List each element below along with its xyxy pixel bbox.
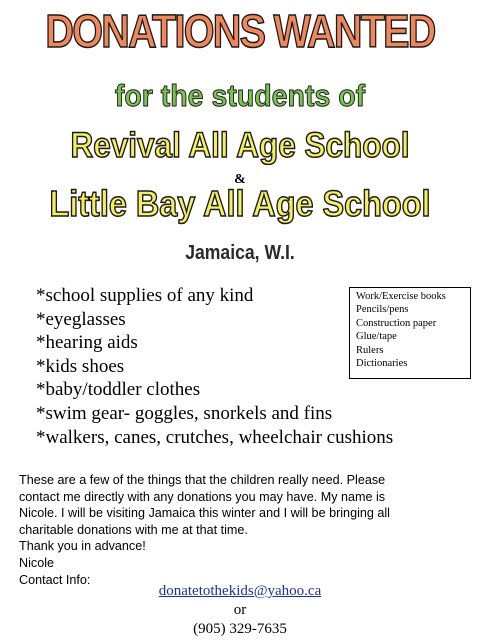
email-link[interactable]: donatetothekids@yahoo.ca (158, 583, 322, 599)
list-item: *walkers, canes, crutches, wheelchair cushions (36, 426, 394, 448)
list-item: Pencils/pens (356, 304, 409, 316)
list-item: *baby/toddler clothes (36, 379, 201, 401)
message-line: Thank you in advance! (19, 539, 146, 554)
list-item: *hearing aids (36, 332, 138, 354)
page-title: DONATIONS WANTED (45, 5, 435, 57)
message-line: charitable donations with me at that time. (19, 522, 248, 537)
phone-number: (905) 329-7635 (193, 621, 287, 637)
school-supplies-box (349, 287, 471, 379)
list-item: *eyeglasses (36, 308, 126, 330)
message-line: Nicole (19, 555, 54, 570)
list-item: *swim gear- goggles, snorkels and fins (36, 402, 333, 424)
message-paragraph (19, 472, 471, 588)
list-item: *school supplies of any kind (36, 285, 254, 306)
or-separator: or (233, 602, 247, 618)
ampersand: & (234, 172, 246, 187)
list-item: Rulers (356, 344, 384, 356)
list-item: Work/Exercise books (356, 291, 446, 302)
school-name-revival: Revival All Age School (70, 126, 410, 165)
needs-list (36, 284, 393, 449)
list-item: Dictionaries (356, 358, 408, 370)
message-line: Contact Info: (19, 572, 91, 587)
message-line: Nicole. I will be visiting Jamaica this winter and I will be bringing all (19, 506, 390, 521)
location: Jamaica, W.I. (185, 242, 295, 264)
subtitle: for the students of (114, 78, 366, 113)
list-item: Glue/tape (356, 331, 397, 343)
message-line: contact me directly with any donations you may have. My name is (19, 489, 386, 504)
school-name-little-bay: Little Bay All Age School (49, 183, 431, 224)
message-line: These are a few of the things that the children really need. Please (19, 473, 386, 487)
list-item: Construction paper (356, 317, 437, 329)
list-item: *kids shoes (36, 355, 125, 377)
